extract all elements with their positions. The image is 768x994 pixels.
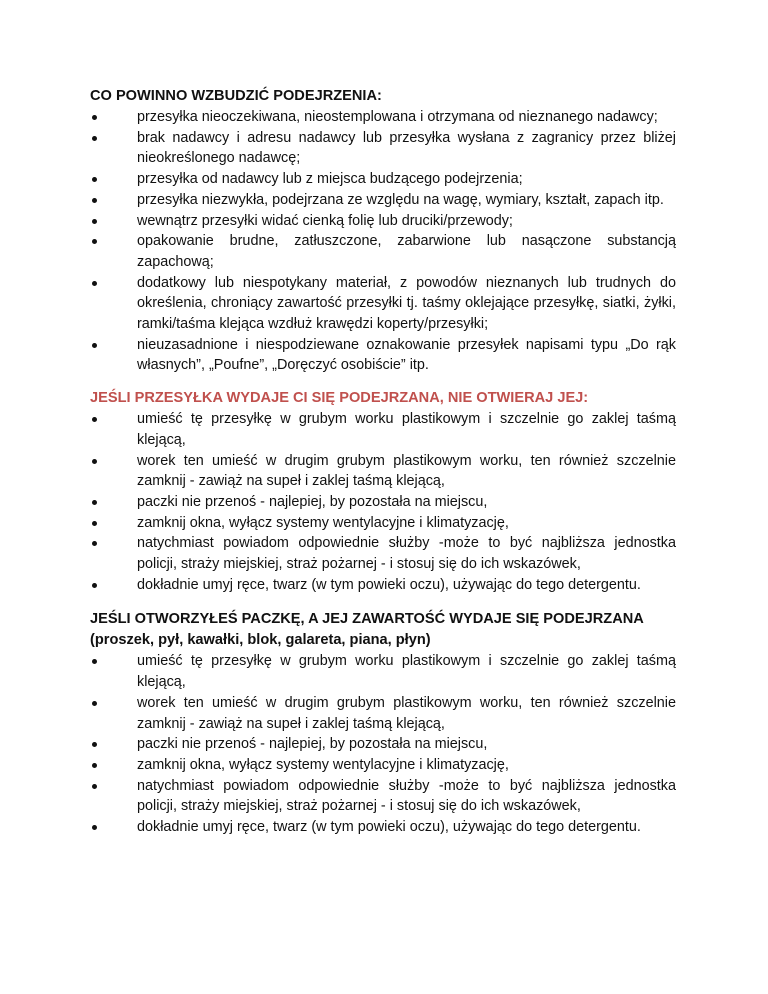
list-item: opakowanie brudne, zatłuszczone, zabarwione lub nasączone substancją zapachową; <box>90 231 676 272</box>
section-3-list <box>90 651 676 837</box>
list-item: zamknij okna, wyłącz systemy wentylacyjne i klimatyzację, <box>90 755 676 776</box>
list-item: dokładnie umyj ręce, twarz (w tym powieki oczu), używając do tego detergentu. <box>90 575 676 596</box>
list-item: natychmiast powiadom odpowiednie służby -może to być najbliższa jednostka policji, straży miejskiej, straż pożarnej - i stosuj się do ich wskazówek, <box>90 776 676 817</box>
section-3-heading <box>90 609 676 651</box>
list-item: brak nadawcy i adresu nadawcy lub przesyłka wysłana z zagranicy przez bliżej nieokreślonego nadawcę; <box>90 128 676 169</box>
list-item: zamknij okna, wyłącz systemy wentylacyjne i klimatyzację, <box>90 513 676 534</box>
list-item: worek ten umieść w drugim grubym plastikowym worku, ten również szczelnie zamknij - zawiąż na supeł i zaklej taśmą klejącą, <box>90 693 676 734</box>
list-item: przesyłka niezwykła, podejrzana ze względu na wagę, wymiary, kształt, zapach itp. <box>90 190 676 211</box>
list-item: nieuzasadnione i niespodziewane oznakowanie przesyłek napisami typu „Do rąk własnych”, „Poufne”, „Doręczyć osobiście” itp. <box>90 335 676 376</box>
section-1-list <box>90 107 676 376</box>
list-item: umieść tę przesyłkę w grubym worku plastikowym i szczelnie go zaklej taśmą klejącą, <box>90 651 676 692</box>
list-item: przesyłka nieoczekiwana, nieostemplowana i otrzymana od nieznanego nadawcy; <box>90 107 676 128</box>
section-2-heading: JEŚLI PRZESYŁKA WYDAJE CI SIĘ PODEJRZANA, NIE OTWIERAJ JEJ: <box>90 390 589 407</box>
list-item: przesyłka od nadawcy lub z miejsca budzącego podejrzenia; <box>90 169 676 190</box>
document-content <box>90 86 676 838</box>
list-item: wewnątrz przesyłki widać cienką folię lub druciki/przewody; <box>90 211 676 232</box>
list-item: paczki nie przenoś - najlepiej, by pozostała na miejscu, <box>90 492 676 513</box>
list-item: worek ten umieść w drugim grubym plastikowym worku, ten również szczelnie zamknij - zawiąż na supeł i zaklej taśmą klejącą, <box>90 451 676 492</box>
list-item: umieść tę przesyłkę w grubym worku plastikowym i szczelnie go zaklej taśmą klejącą, <box>90 409 676 450</box>
list-item: dokładnie umyj ręce, twarz (w tym powieki oczu), używając do tego detergentu. <box>90 817 676 838</box>
section-1-heading: CO POWINNO WZBUDZIĆ PODEJRZENIA: <box>90 88 382 104</box>
section-3-title: JEŚLI OTWORZYŁEŚ PACZKĘ, A JEJ ZAWARTOŚĆ WYDAJE SIĘ PODEJRZANA <box>90 611 644 628</box>
list-item: natychmiast powiadom odpowiednie służby -może to być najbliższa jednostka policji, straży miejskiej, straż pożarnej - i stosuj się do ich wskazówek, <box>90 533 676 574</box>
section-3-subtitle: (proszek, pył, kawałki, blok, galareta, piana, płyn) <box>90 632 431 649</box>
list-item: paczki nie przenoś - najlepiej, by pozostała na miejscu, <box>90 734 676 755</box>
list-item: dodatkowy lub niespotykany materiał, z powodów nieznanych lub trudnych do określenia, chroniący zawartość przesyłki tj. taśmy oklejające przesyłkę, siatki, żyłki, ramki/taśma klejąca wzdłuż krawędzi koperty/przesyłki; <box>90 273 676 335</box>
section-2-list <box>90 409 676 595</box>
